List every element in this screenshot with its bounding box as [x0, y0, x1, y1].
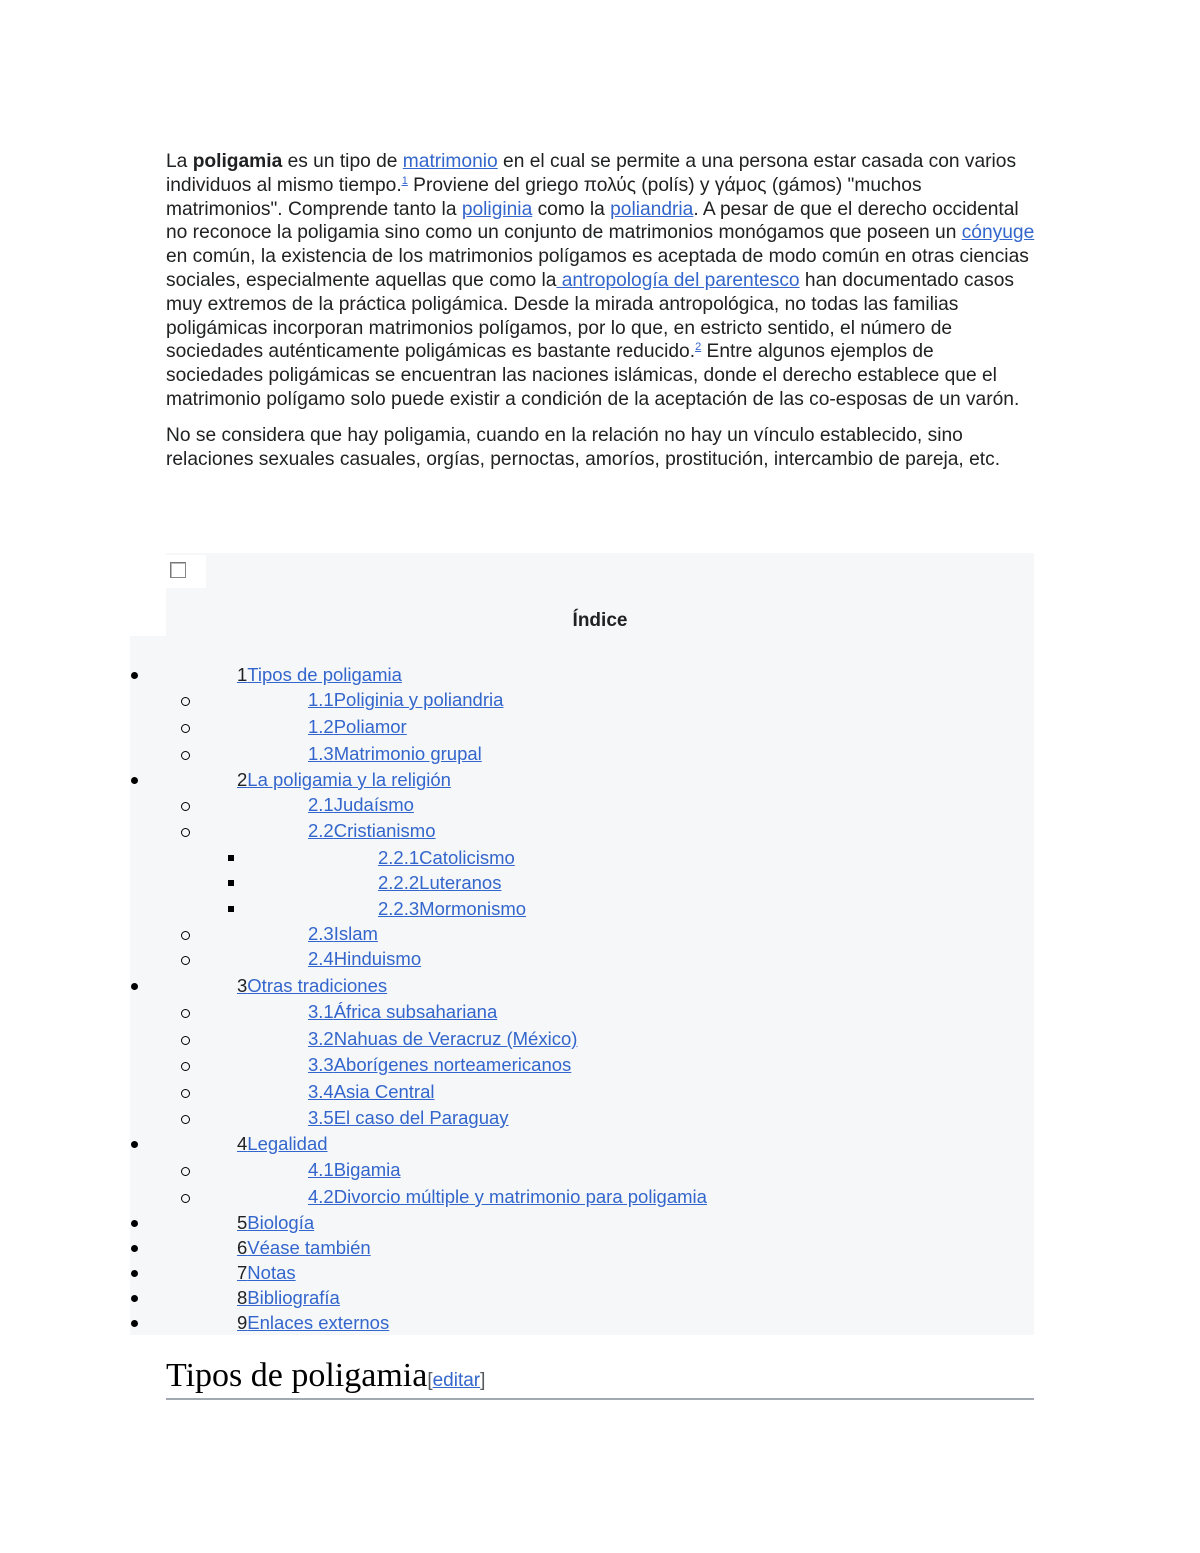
toc-item-label: Tipos de poligamia: [247, 664, 402, 685]
toc-item-number: 1.2: [308, 716, 334, 737]
toc-item-number: 4: [237, 1133, 248, 1154]
toc-item[interactable]: [237, 1235, 371, 1261]
toc-item-label: Véase también: [247, 1237, 371, 1258]
toc-link[interactable]: [308, 1028, 577, 1049]
toc-item[interactable]: [237, 767, 451, 793]
link-antropologia[interactable]: antropología del parentesco: [556, 269, 800, 291]
toc-bullet: [181, 931, 190, 940]
toc-toggle-checkbox[interactable]: [170, 562, 186, 578]
toc-bullet: [181, 724, 190, 733]
toc-link[interactable]: [308, 1081, 434, 1102]
toc-item[interactable]: [378, 870, 501, 896]
toc-link[interactable]: [378, 847, 515, 868]
toc-item-label: Cristianismo: [333, 820, 436, 841]
toc-bullet: [131, 1141, 138, 1148]
toc-item-number: 4.2: [308, 1186, 334, 1207]
toc-item[interactable]: [378, 896, 526, 922]
toc-item-label: Luteranos: [419, 872, 502, 893]
toc-item-label: Nahuas de Veracruz (México): [333, 1028, 578, 1049]
toc-item-label: Otras tradiciones: [247, 975, 388, 996]
toc-item-label: Poliamor: [333, 716, 407, 737]
toc-item-number: 1.1: [308, 689, 334, 710]
reference-2[interactable]: 2: [695, 341, 702, 354]
toc-link[interactable]: [378, 872, 501, 893]
toc-bullet: [131, 777, 138, 784]
toc-item-label: El caso del Paraguay: [333, 1107, 509, 1128]
toc-item-label: Divorcio múltiple y matrimonio para poligamia: [333, 1186, 707, 1207]
toc-item-label: Aborígenes norteamericanos: [333, 1054, 572, 1075]
toc-link[interactable]: [237, 1312, 389, 1333]
link-matrimonio[interactable]: matrimonio: [402, 151, 498, 172]
toc-item-number: 3.5: [308, 1107, 334, 1128]
toc-item-number: 2.2.3: [378, 898, 420, 919]
toc-link[interactable]: [308, 948, 421, 969]
text: como la: [532, 198, 611, 220]
text: La: [166, 151, 193, 172]
toc-link[interactable]: [237, 1287, 340, 1308]
toc-link[interactable]: [237, 1212, 314, 1233]
section-title: Tipos de poligamia: [166, 1357, 428, 1394]
text: han documentado casos muy extremos de la práctica poligámica. Desde la mirada antropológica, no todas las familias poligámicas incorporan matrimonios polígamos, por lo que, en estricto sentido, el número de sociedades auténticamente poligámicas es bastante reducido.: [166, 269, 1015, 363]
toc-item[interactable]: [237, 1210, 314, 1236]
toc-item-number: 6: [237, 1237, 248, 1258]
toc-item[interactable]: [308, 999, 497, 1025]
toc-item-number: 1: [237, 664, 248, 685]
toc-item-label: Islam: [333, 923, 378, 944]
toc-link[interactable]: [308, 1001, 497, 1022]
toc-item-number: 2.3: [308, 923, 334, 944]
toc-item-label: Bibliografía: [247, 1287, 340, 1308]
toc-bullet: [181, 1009, 190, 1018]
toc-bullet: [131, 1245, 138, 1252]
toc-item[interactable]: [308, 1079, 434, 1105]
toc-bullet: [181, 1115, 190, 1124]
text: es un tipo de: [282, 151, 403, 172]
section-heading: [166, 1354, 1034, 1400]
toc-bullet: [181, 828, 190, 837]
toc-bullet: [181, 1036, 190, 1045]
toc-bullet: [131, 1270, 138, 1277]
toc-bullet: [131, 983, 138, 990]
toc-item-number: 5: [237, 1212, 248, 1233]
toc-item-label: Legalidad: [247, 1133, 328, 1154]
toc-item[interactable]: [308, 1157, 401, 1183]
toc-item-number: 2: [237, 769, 248, 790]
toc-bullet: [181, 1194, 190, 1203]
toc-item-label: Biología: [247, 1212, 315, 1233]
toc-item[interactable]: [308, 687, 503, 713]
toc-link[interactable]: [308, 794, 414, 815]
toc-link[interactable]: [237, 664, 402, 685]
toc-item-number: 3: [237, 975, 248, 996]
toc-link[interactable]: [308, 743, 482, 764]
text: . A pesar de que el derecho occidental no reconoce la poligamia sino como un conjunto de matrimonios monógamos que poseen un: [166, 198, 1019, 244]
toc-toggle[interactable]: [166, 555, 206, 588]
toc-item[interactable]: [237, 973, 387, 999]
toc-item[interactable]: [308, 818, 436, 844]
edit-link[interactable]: editar: [432, 1370, 481, 1391]
toc-link[interactable]: [378, 898, 526, 919]
reference-1[interactable]: 1: [401, 174, 408, 187]
toc-link[interactable]: [308, 1186, 707, 1207]
toc-item-number: 2.2.2: [378, 872, 420, 893]
toc-item[interactable]: [308, 1184, 707, 1210]
toc-title: Índice: [572, 610, 628, 631]
toc-bullet: [181, 697, 190, 706]
toc-bullet: [131, 1295, 138, 1302]
toc-bullet: [228, 906, 234, 912]
toc-link[interactable]: [308, 1107, 509, 1128]
toc-item-number: 2.2.1: [378, 847, 420, 868]
toc-item[interactable]: [308, 792, 414, 818]
toc-item[interactable]: [308, 1052, 571, 1078]
toc-bullet: [131, 1220, 138, 1227]
toc-item[interactable]: [237, 1131, 328, 1157]
toc-item-number: 3.2: [308, 1028, 334, 1049]
toc-link[interactable]: [237, 1237, 371, 1258]
toc-item-label: Asia Central: [333, 1081, 435, 1102]
toc-item-label: Mormonismo: [419, 898, 527, 919]
link-poliandria[interactable]: poliandria: [610, 198, 694, 220]
toc-item-label: Judaísmo: [333, 794, 414, 815]
toc-bullet: [181, 1089, 190, 1098]
toc-bullet: [181, 956, 190, 965]
intro-paragraph-2: No se considera que hay poligamia, cuando en la relación no hay un vínculo establecido, sino relaciones sexuales casuales, orgías, pernoctas, amoríos, prostitución, intercambio de pareja, etc.: [166, 424, 1001, 470]
toc-item-label: Poliginia y poliandria: [333, 689, 504, 710]
toc-item[interactable]: [378, 845, 515, 871]
bold-term: poligamia: [192, 151, 283, 172]
edit-bracket-close: ]: [480, 1370, 486, 1391]
text: en común, la existencia de los matrimonios polígamos es aceptada de modo común en otras ciencias sociales, especialmente aquellas que como la: [166, 246, 1029, 291]
toc-bullet: [181, 802, 190, 811]
toc-bullet: [228, 880, 234, 886]
toc-link[interactable]: [308, 716, 407, 737]
toc-item[interactable]: [237, 1285, 340, 1311]
toc-item-number: 9: [237, 1312, 248, 1333]
toc-link[interactable]: [308, 820, 436, 841]
toc-item-number: 8: [237, 1287, 248, 1308]
toc-item[interactable]: [308, 921, 378, 947]
toc-item[interactable]: [308, 1105, 509, 1131]
toc-item[interactable]: [308, 741, 482, 767]
toc-bullet: [181, 1167, 190, 1176]
toc-item-number: 2.2: [308, 820, 334, 841]
toc-link[interactable]: [308, 923, 378, 944]
toc-item[interactable]: [237, 1310, 389, 1336]
toc-link[interactable]: [308, 1159, 401, 1180]
toc-item-label: África subsahariana: [333, 1001, 498, 1022]
toc-item-number: 4.1: [308, 1159, 334, 1180]
toc-link[interactable]: [237, 769, 451, 790]
toc-bullet: [131, 672, 138, 679]
text: Entre algunos ejemplos de sociedades poligámicas se encuentran las naciones islámicas, donde el derecho establece que el matrimonio polígamo solo puede existir a condición de la aceptación de las co-esposas de un varón.: [166, 341, 1020, 410]
toc-item[interactable]: [237, 1260, 296, 1286]
toc-link[interactable]: [308, 689, 503, 710]
toc-item[interactable]: [308, 714, 407, 740]
section-edit: [427, 1370, 485, 1391]
toc-item-number: 2.4: [308, 948, 334, 969]
text: en el cual se permite a una persona estar casada con varios individuos al mismo tiempo.: [166, 151, 1017, 196]
toc-item-label: Bigamia: [333, 1159, 401, 1180]
toc-item-label: Hinduismo: [333, 948, 422, 969]
text: Proviene del griego πολύς (polís) y γάμος (gámos) "muchos matrimonios". Comprende tanto la: [166, 174, 922, 220]
edit-bracket-open: [: [427, 1370, 433, 1391]
intro-paragraph-1: [166, 150, 1036, 412]
toc-bullet: [228, 855, 234, 861]
toc-bullet: [181, 1062, 190, 1071]
toc-link[interactable]: [237, 1262, 296, 1283]
toc-item-number: 3.1: [308, 1001, 334, 1022]
toc-item-label: Catolicismo: [419, 847, 515, 868]
link-poliginia[interactable]: poliginia: [461, 198, 533, 220]
toc-bullet: [131, 1320, 138, 1327]
toc-link[interactable]: [237, 975, 387, 996]
toc-bullet: [181, 751, 190, 760]
toc-item-number: 3.3: [308, 1054, 334, 1075]
toc-item-label: Enlaces externos: [247, 1312, 390, 1333]
toc-item-number: 1.3: [308, 743, 334, 764]
toc-link[interactable]: [237, 1133, 328, 1154]
toc-item[interactable]: [308, 946, 421, 972]
toc-item-number: 2.1: [308, 794, 334, 815]
toc-link[interactable]: [308, 1054, 571, 1075]
toc-item[interactable]: [237, 662, 402, 688]
toc-item[interactable]: [308, 1026, 577, 1052]
link-conyuge[interactable]: cónyuge: [961, 222, 1035, 244]
article-intro: [166, 150, 1036, 483]
toc-item-number: 3.4: [308, 1081, 334, 1102]
toc-item-label: La poligamia y la religión: [247, 769, 451, 790]
toc-item-number: 7: [237, 1262, 248, 1283]
toc-item-label: Notas: [247, 1262, 296, 1283]
toc-item-label: Matrimonio grupal: [333, 743, 482, 764]
